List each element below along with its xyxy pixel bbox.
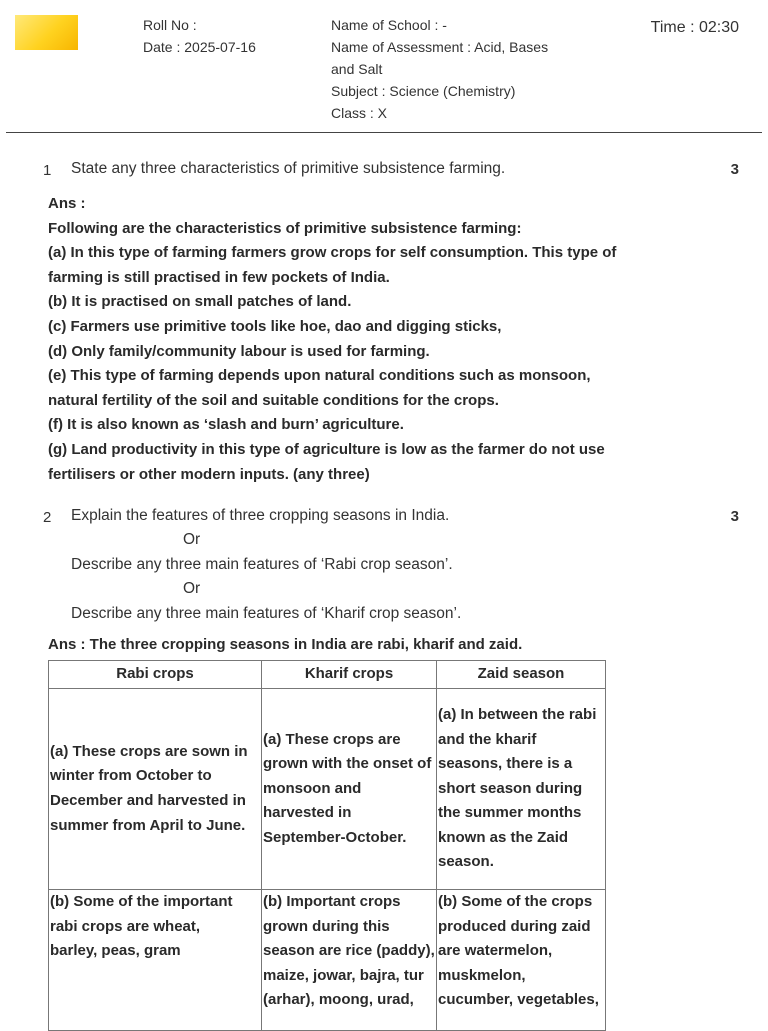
column-header-kharif: Kharif crops [262, 661, 437, 689]
table-row [49, 890, 606, 1031]
question-2-text: Explain the features of three cropping seasons in India. [71, 507, 450, 524]
date: Date : 2025-07-16 [143, 39, 256, 55]
or-separator: Or [183, 531, 201, 548]
question-1-text: State any three characteristics of primitive subsistence farming. [71, 160, 506, 177]
assessment-name: Name of Assessment : Acid, Bases and Salt [331, 39, 549, 77]
table-cell: (b) Important crops grown during this season are rice (paddy), maize, jowar, bajra, tur (arhar), moong, urad, [262, 890, 437, 1031]
roll-no: Roll No : [143, 17, 197, 33]
table-cell: (a) These crops are grown with the onset of monsoon and harvested in September-October. [262, 689, 437, 890]
header-divider [6, 132, 762, 133]
answer-line: (f) It is also known as ‘slash and burn’ agriculture. [48, 416, 404, 434]
crop-seasons-table [48, 660, 606, 1031]
question-1-number: 1 [43, 162, 52, 179]
school-name: Name of School : - [331, 17, 447, 33]
or-separator: Or [183, 580, 201, 597]
question-2-marks: 3 [730, 508, 739, 525]
question-2-number: 2 [43, 509, 52, 526]
table-cell: (a) In between the rabi and the kharif seasons, there is a short season during the summer months known as the Zaid season. [437, 689, 606, 890]
class: Class : X [331, 105, 388, 121]
answer-line: (c) Farmers use primitive tools like hoe, dao and digging sticks, [48, 317, 502, 335]
answer-line: (d) Only family/community labour is used for farming. [48, 342, 430, 360]
answer-line: Ans : [48, 195, 86, 212]
question-2-alt-rabi: Describe any three main features of ‘Rabi crop season’. [71, 556, 453, 573]
column-header-zaid: Zaid season [437, 661, 606, 689]
subject: Subject : Science (Chemistry) [331, 83, 516, 99]
answer-line: Following are the characteristics of primitive subsistence farming: [48, 219, 522, 237]
answer-line: (e) This type of farming depends upon natural conditions such as monsoon, natural fertility of the soil and suitable conditions for the crops. [48, 367, 591, 409]
answer-line: (g) Land productivity in this type of agriculture is low as the farmer do not use fertilisers or other modern inputs. (any three) [48, 440, 605, 483]
table-cell: (b) Some of the important rabi crops are wheat, barley, peas, gram [49, 890, 262, 1031]
column-header-rabi: Rabi crops [49, 661, 262, 689]
header-left [143, 14, 256, 58]
answer-line: (a) In this type of farming farmers grow crops for self consumption. This type of farming is still practised in few pockets of India. [48, 244, 617, 286]
school-logo [15, 15, 78, 50]
table-header-row [49, 661, 606, 689]
question-2-answer-intro: Ans : The three cropping seasons in India are rabi, kharif and zaid. [48, 636, 523, 653]
header-middle [331, 14, 571, 124]
table-cell: (a) These crops are sown in winter from October to December and harvested in summer from April to June. [49, 689, 262, 890]
question-2-alt-kharif: Describe any three main features of ‘Kharif crop season’. [71, 605, 462, 622]
answer-line: (b) It is practised on small patches of land. [48, 293, 352, 311]
table-row [49, 689, 606, 890]
table-cell: (b) Some of the crops produced during zaid are watermelon, muskmelon, cucumber, vegetables, [437, 890, 606, 1031]
question-1-answer [48, 192, 618, 487]
time-label: Time : 02:30 [650, 19, 739, 36]
question-1-marks: 3 [730, 161, 739, 178]
